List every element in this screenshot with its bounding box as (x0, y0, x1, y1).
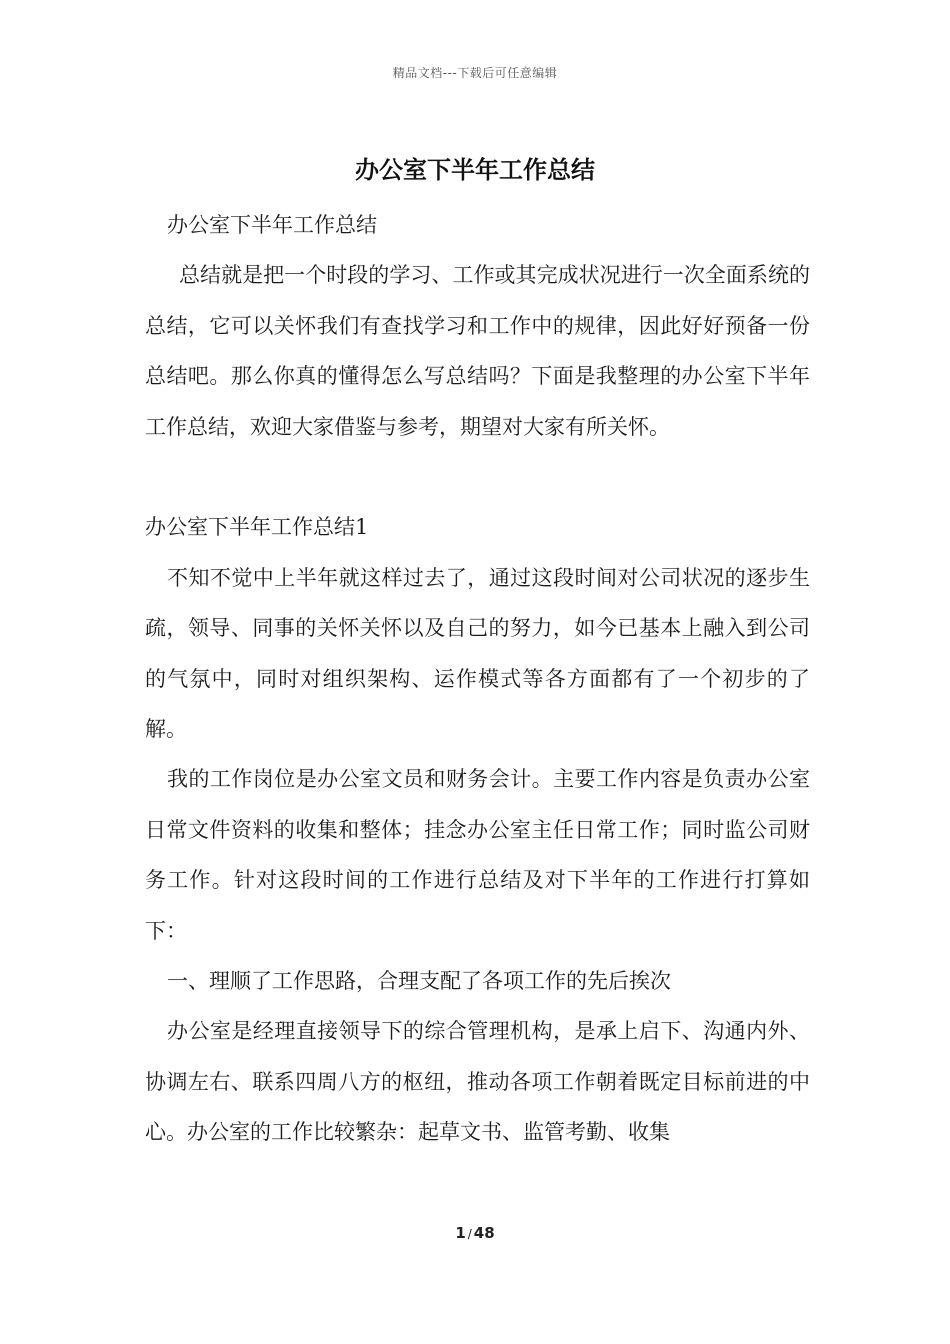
blank-line (145, 452, 810, 502)
page-total: 48 (473, 1224, 495, 1242)
document-title: 办公室下半年工作总结 (355, 155, 595, 184)
subtitle-paragraph: 办公室下半年工作总结 (167, 213, 377, 237)
body-paragraph: 办公室是经理直接领导下的综合管理机构，是承上启下、沟通内外、协调左右、联系四周八方的枢纽，推动各项工作朝着既定目标前进的中心。办公室的工作比较繁杂：起草文书、监管考勤、收集 (145, 1019, 810, 1145)
intro-paragraph: 总结就是把一个时段的学习、工作或其完成状况进行一次全面系统的总结，它可以关怀我们有查找学习和工作中的规律，因此好好预备一份总结吧。那么你真的懂得怎么写总结吗？下面是我整理的办公室下半年工作总结，欢迎大家借鉴与参考，期望对大家有所关怀。 (145, 263, 810, 439)
body-paragraph: 我的工作岗位是办公室文员和财务会计。主要工作内容是负责办公室日常文件资料的收集和整体；挂念办公室主任日常工作；同时监公司财务工作。针对这段时间的工作进行总结及对下半年的工作进行打算如下： (145, 767, 810, 943)
page-separator: / (467, 1227, 472, 1241)
body-paragraph: 不知不觉中上半年就这样过去了，通过这段时间对公司状况的逐步生疏，领导、同事的关怀关怀以及自己的努力，如今已基本上融入到公司的气氛中，同时对组织架构、运作模式等各方面都有了一个初步的了解。 (145, 565, 810, 742)
document-body (145, 200, 810, 1158)
page-current: 1 (455, 1224, 466, 1242)
subsection-heading: 一、理顺了工作思路，合理支配了各项工作的先后挨次 (167, 969, 671, 994)
header-note: 精品文档---下载后可任意编辑 (392, 66, 558, 80)
section-heading: 办公室下半年工作总结1 (145, 515, 369, 540)
page-number (0, 1224, 950, 1242)
